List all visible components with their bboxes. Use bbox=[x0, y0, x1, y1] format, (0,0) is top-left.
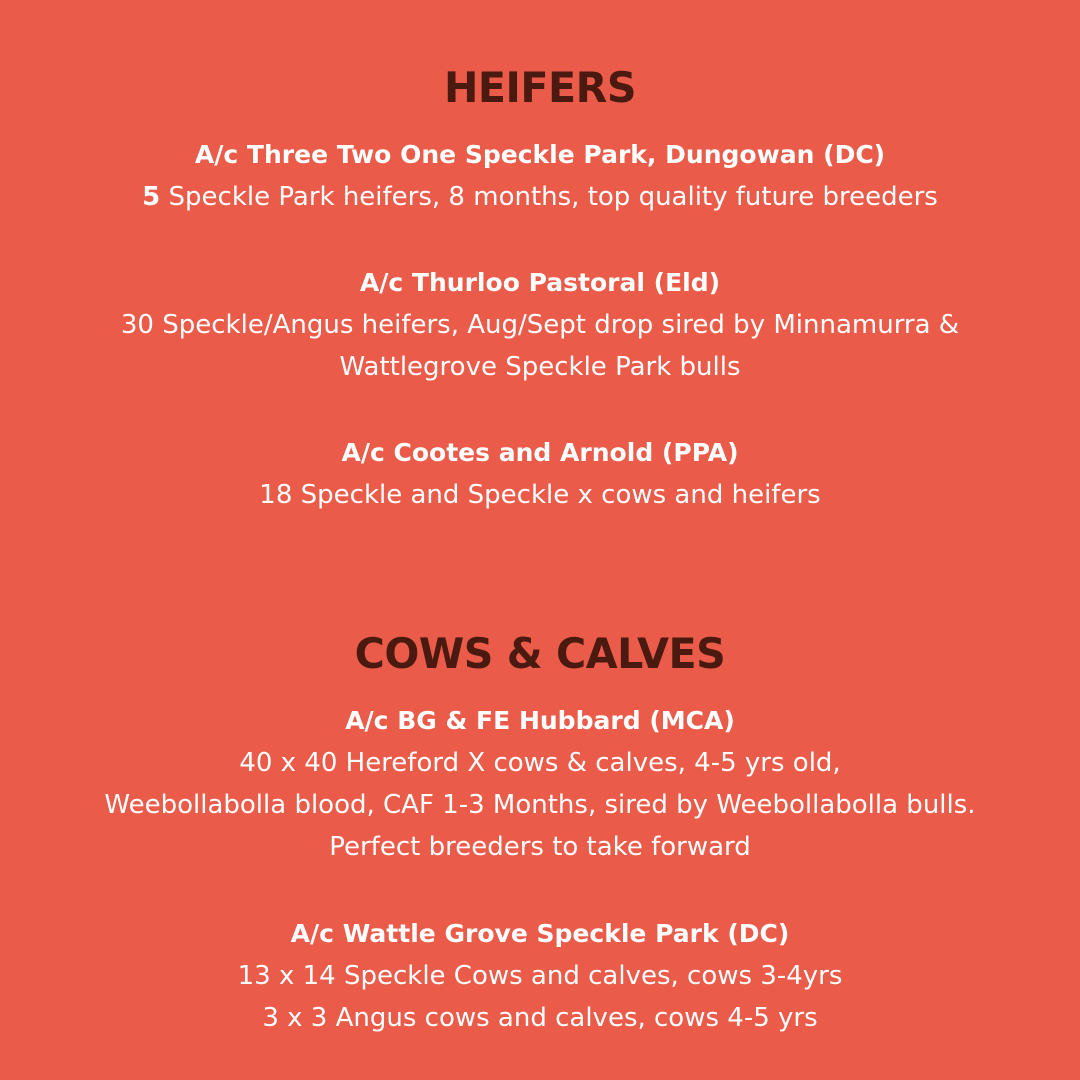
entry-line: 3 x 3 Angus cows and calves, cows 4-5 yrs bbox=[262, 1003, 818, 1033]
heifers-entry-1 bbox=[0, 134, 1080, 218]
entry-title: A/c Wattle Grove Speckle Park (DC) bbox=[290, 919, 790, 948]
entry-line: Wattlegrove Speckle Park bulls bbox=[339, 352, 741, 382]
cows-calves-entry-1 bbox=[0, 700, 1080, 868]
entry-line: 18 Speckle and Speckle x cows and heifers bbox=[259, 480, 821, 510]
heifers-heading: HEIFERS bbox=[443, 63, 637, 112]
heifers-entry-2 bbox=[0, 262, 1080, 388]
entry-line: Weebollabolla blood, CAF 1-3 Months, sired by Weebollabolla bulls. bbox=[104, 790, 976, 820]
entry-count: 5 bbox=[142, 182, 161, 212]
cows-calves-heading: COWS & CALVES bbox=[354, 629, 726, 678]
entry-title: A/c Cootes and Arnold (PPA) bbox=[341, 438, 739, 467]
entry-title: A/c BG & FE Hubbard (MCA) bbox=[345, 706, 735, 735]
entry-title: A/c Thurloo Pastoral (Eld) bbox=[359, 268, 721, 297]
heifers-entry-3 bbox=[0, 432, 1080, 516]
entry-line bbox=[0, 176, 1080, 218]
entry-line: 40 x 40 Hereford X cows & calves, 4-5 yrs old, bbox=[239, 748, 841, 778]
entry-line: Perfect breeders to take forward bbox=[329, 832, 751, 862]
entry-line: 30 Speckle/Angus heifers, Aug/Sept drop sired by Minnamurra & bbox=[120, 310, 960, 340]
entry-title: A/c Three Two One Speckle Park, Dungowan (DC) bbox=[194, 140, 886, 169]
entry-text: Speckle Park heifers, 8 months, top quality future breeders bbox=[160, 182, 938, 212]
cows-calves-entry-2 bbox=[0, 913, 1080, 1039]
entry-line: 13 x 14 Speckle Cows and calves, cows 3-4yrs bbox=[237, 961, 843, 991]
